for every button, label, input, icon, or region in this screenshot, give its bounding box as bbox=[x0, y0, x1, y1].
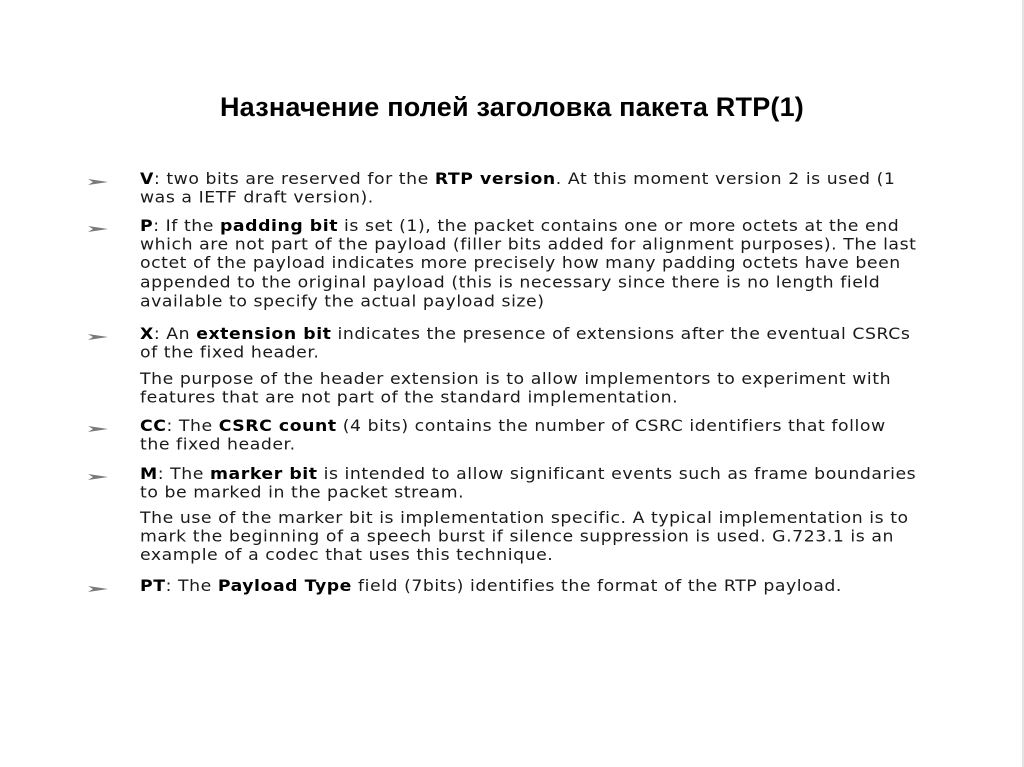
item-text: : The bbox=[165, 576, 218, 596]
item-text: : The bbox=[166, 417, 219, 436]
field-label: X bbox=[140, 325, 154, 345]
item-text-pt bbox=[140, 577, 918, 596]
item-text: field (7bits) identifies the format of the RTP payload. bbox=[351, 576, 842, 596]
list-item-cc bbox=[88, 417, 918, 457]
item-text-m bbox=[140, 465, 918, 503]
key-term: marker bit bbox=[210, 464, 318, 484]
field-label: CC bbox=[140, 417, 167, 436]
item-text: indicates the presence of extensions after the eventual CSRCs of the fixed header. bbox=[140, 325, 911, 363]
item-text-p bbox=[140, 217, 918, 311]
arrow-bullet-icon bbox=[88, 170, 140, 192]
item-text-v bbox=[140, 170, 918, 208]
list-item-x bbox=[88, 325, 918, 365]
item-text: (4 bits) contains the number of CSRC identifiers that follow the fixed header. bbox=[140, 417, 886, 455]
field-label: V bbox=[140, 170, 154, 189]
field-label: M bbox=[140, 464, 158, 484]
list-item-v bbox=[88, 170, 918, 210]
arrow-bullet-icon bbox=[88, 577, 140, 599]
key-term: padding bit bbox=[220, 217, 339, 237]
item-text: : If the bbox=[153, 217, 221, 237]
key-term: Payload Type bbox=[217, 576, 352, 596]
field-label: PT bbox=[140, 576, 166, 596]
arrow-bullet-icon bbox=[88, 217, 140, 239]
arrow-bullet-icon bbox=[88, 417, 140, 439]
item-text-x bbox=[140, 325, 918, 363]
item-paragraph-m: The use of the marker bit is implementation specific. A typical implementation is to mark the beginning of a speech burst if silence suppression is used. G.723.1 is an example of a codec that uses this technique. bbox=[140, 509, 909, 566]
field-list bbox=[88, 170, 918, 599]
item-text: is intended to allow significant events such as frame boundaries to be marked in the packet stream. bbox=[140, 464, 917, 503]
item-text: : The bbox=[157, 464, 210, 484]
item-text: is set (1), the packet contains one or more octets at the end which are not part of the payload (filler bits added for alignment purposes). The last octet of the payload indicates more precisely how many padding octets have been appended to the original payload (this is necessary since there is no length field available to specify the actual payload size) bbox=[140, 217, 917, 312]
item-text: : two bits are reserved for the bbox=[153, 170, 435, 189]
item-text: : An bbox=[153, 325, 197, 345]
list-item-pt bbox=[88, 577, 918, 599]
item-paragraph-x: The purpose of the header extension is to allow implementors to experiment with features that are not part of the standard implementation. bbox=[140, 369, 892, 408]
list-item-p bbox=[88, 217, 918, 318]
slide-title: Назначение полей заголовка пакета RTP(1) bbox=[219, 92, 805, 123]
key-term: CSRC count bbox=[218, 417, 337, 436]
field-label: P bbox=[140, 217, 154, 237]
list-item-m bbox=[88, 465, 918, 505]
arrow-bullet-icon bbox=[88, 465, 140, 487]
key-term: RTP version bbox=[434, 170, 556, 189]
item-text: . At this moment version 2 is used (1 was a IETF draft version). bbox=[140, 170, 896, 208]
arrow-bullet-icon bbox=[88, 325, 140, 347]
key-term: extension bit bbox=[196, 325, 332, 345]
item-text-cc bbox=[140, 417, 918, 455]
